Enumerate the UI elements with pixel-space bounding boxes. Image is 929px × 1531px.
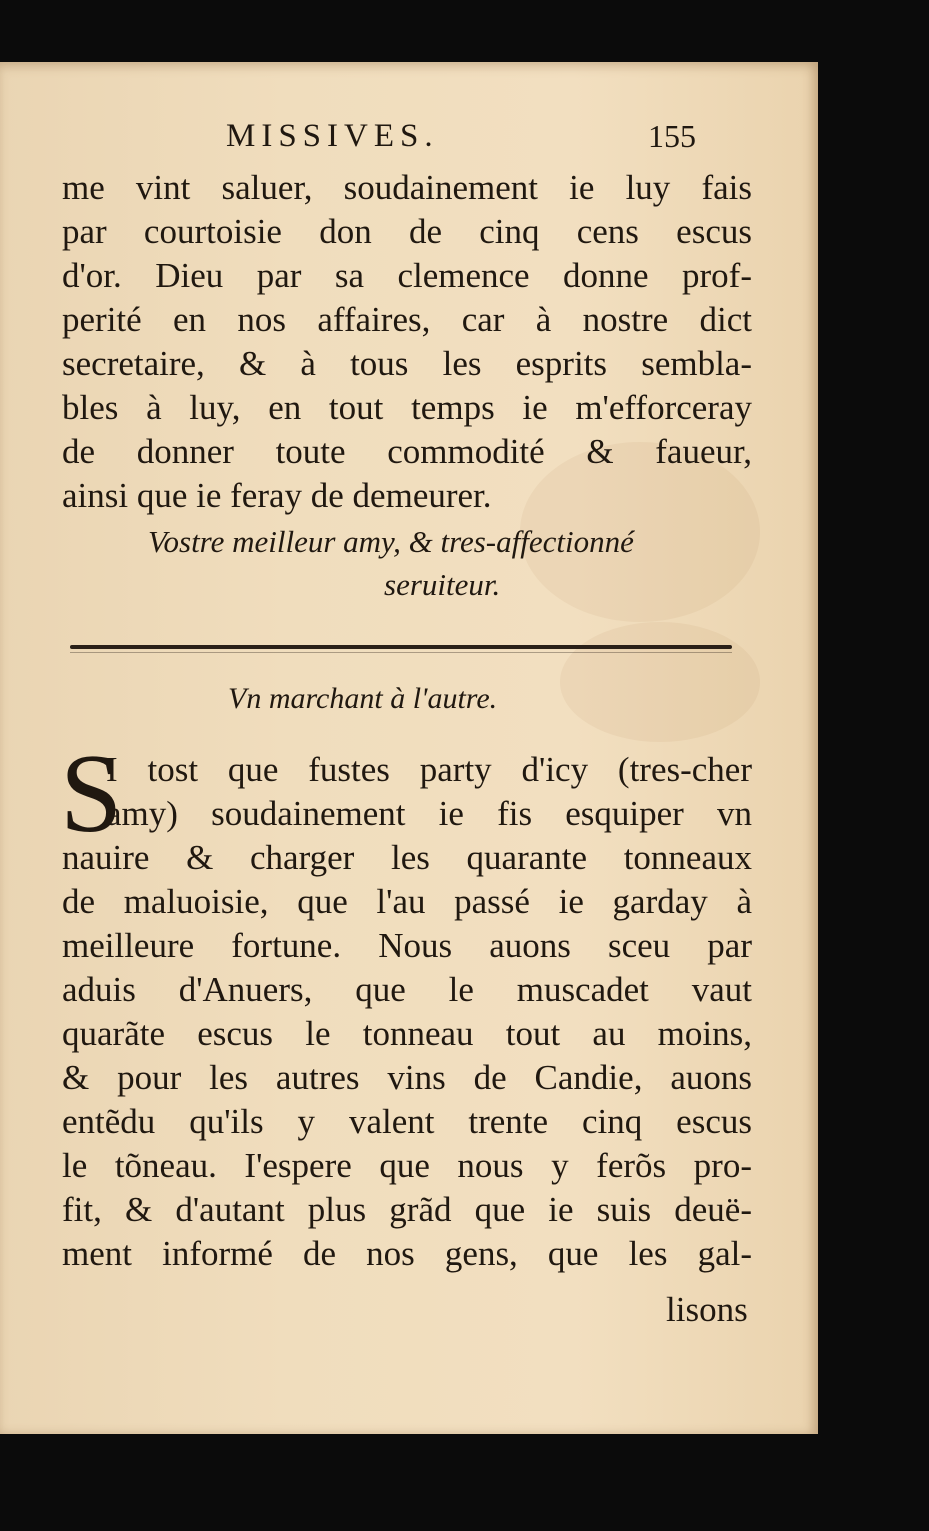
text-line: amy) soudainement ie fis esquiper vn bbox=[106, 794, 752, 833]
closing-salutation: Vostre meilleur amy, & tres-affectionné bbox=[148, 524, 634, 559]
letter-one-body bbox=[62, 166, 752, 518]
text-line: fit, & d'autant plus grãd que ie suis deuë- bbox=[62, 1190, 752, 1229]
text-line: I tost que fustes party d'icy (tres-cher bbox=[106, 750, 752, 789]
text-line: d'or. Dieu par sa clemence donne prof- bbox=[62, 256, 752, 295]
text-line: secretaire, & à tous les esprits sembla- bbox=[62, 344, 752, 383]
book-page bbox=[0, 62, 818, 1434]
letter-two-body bbox=[62, 748, 752, 1276]
text-line: & pour les autres vins de Candie, auons bbox=[62, 1058, 752, 1097]
text-line: aduis d'Anuers, que le muscadet vaut bbox=[62, 970, 752, 1009]
text-line: ment informé de nos gens, que les gal- bbox=[62, 1234, 752, 1273]
letter-heading: Vn marchant à l'autre. bbox=[228, 682, 498, 715]
section-divider bbox=[70, 645, 732, 649]
text-line: nauire & charger les quarante tonneaux bbox=[62, 838, 752, 877]
text-line: perité en nos affaires, car à nostre dict bbox=[62, 300, 752, 339]
drop-cap: S bbox=[60, 732, 123, 856]
running-title: MISSIVES. bbox=[226, 118, 439, 154]
catchword: lisons bbox=[666, 1290, 748, 1329]
text-line: le tõneau. I'espere que nous y ferõs pro- bbox=[62, 1146, 752, 1185]
text-line: entẽdu qu'ils y valent trente cinq escus bbox=[62, 1102, 752, 1141]
paper-stain bbox=[560, 622, 760, 742]
text-line: de donner toute commodité & faueur, bbox=[62, 432, 752, 471]
section-divider-shadow bbox=[70, 652, 732, 653]
text-line: bles à luy, en tout temps ie m'efforceray bbox=[62, 388, 752, 427]
closing-signature: seruiteur. bbox=[384, 567, 501, 602]
page-number: 155 bbox=[648, 118, 696, 154]
text-line: ainsi que ie feray de demeurer. bbox=[62, 476, 492, 515]
page-header bbox=[0, 118, 818, 164]
text-line: par courtoisie don de cinq cens escus bbox=[62, 212, 752, 251]
text-line: de maluoisie, que l'au passé ie garday à bbox=[62, 882, 752, 921]
text-line: quarãte escus le tonneau tout au moins, bbox=[62, 1014, 752, 1053]
text-line: meilleure fortune. Nous auons sceu par bbox=[62, 926, 752, 965]
text-line: me vint saluer, soudainement ie luy fais bbox=[62, 168, 752, 207]
